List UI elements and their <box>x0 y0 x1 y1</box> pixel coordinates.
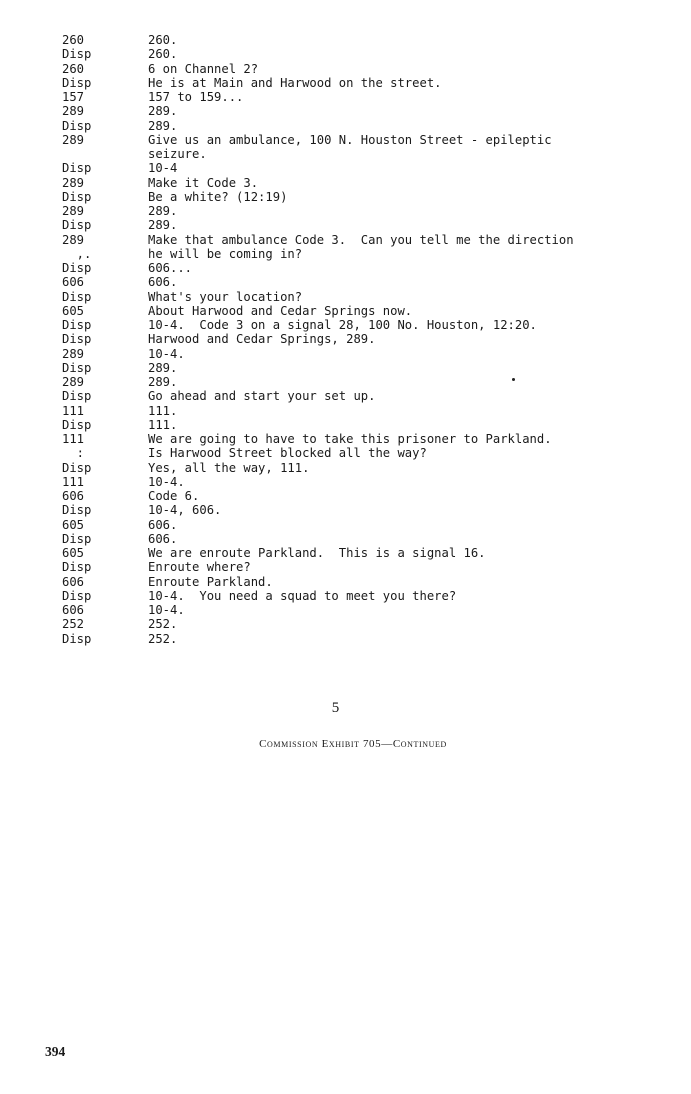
transcript-row <box>62 461 662 475</box>
message-text: He is at Main and Harwood on the street. <box>148 75 442 90</box>
transcript-row <box>62 518 662 532</box>
message-text: 252. <box>148 617 178 632</box>
transcript-row <box>62 233 662 247</box>
speaker-id: Disp <box>62 47 92 62</box>
transcript-row <box>62 446 662 460</box>
message-text: 289. <box>148 218 178 233</box>
message-text: Enroute where? <box>148 560 251 575</box>
message-text: Code 6. <box>148 489 200 503</box>
transcript-row <box>62 617 662 631</box>
transcript-row <box>62 147 662 161</box>
speaker-id: Disp <box>62 389 92 404</box>
transcript-row <box>62 603 662 617</box>
speaker-id: Disp <box>62 588 92 603</box>
message-text: Is Harwood Street blocked all the way? <box>148 446 427 461</box>
transcript-row <box>62 489 662 503</box>
transcript-row <box>62 532 662 546</box>
speaker-id: 605 <box>62 517 85 532</box>
message-text: 289. <box>148 118 178 133</box>
speaker-id: 289 <box>62 175 85 190</box>
speaker-id: Disp <box>62 332 92 347</box>
transcript-row <box>62 332 662 346</box>
message-text: 10-4. <box>148 474 185 489</box>
transcript-row <box>62 632 662 646</box>
message-text: 606... <box>148 261 193 275</box>
message-text: 289. <box>148 104 178 119</box>
speaker-id: 111 <box>62 474 85 489</box>
message-text: 10-4 <box>148 161 178 176</box>
speaker-id: Disp <box>62 631 92 646</box>
message-text: About Harwood and Cedar Springs now. <box>148 303 413 318</box>
speaker-id: 260 <box>62 61 85 76</box>
speaker-id: Disp <box>62 503 92 518</box>
message-text: 10-4. <box>148 603 185 617</box>
message-text: Give us an ambulance, 100 N. Houston Street - epileptic <box>148 132 552 147</box>
transcript-row <box>62 560 662 574</box>
message-text: 289. <box>148 204 178 218</box>
speaker-id: 606 <box>62 489 85 503</box>
speaker-id: Disp <box>62 75 92 90</box>
speaker-id: 157 <box>62 90 85 104</box>
speaker-id: Disp <box>62 261 92 275</box>
speaker-id: Disp <box>62 218 92 233</box>
transcript-row <box>62 47 662 61</box>
folio-number: 394 <box>45 1044 66 1059</box>
message-text: Be a white? (12:19) <box>148 189 288 204</box>
message-text: We are enroute Parkland. This is a signal 16. <box>148 546 486 560</box>
message-text: Harwood and Cedar Springs, 289. <box>148 332 376 347</box>
speaker-id: 606 <box>62 574 85 589</box>
transcript-row <box>62 119 662 133</box>
speaker-id: : <box>62 446 85 461</box>
speaker-id: 252 <box>62 617 85 632</box>
message-text: 157 to 159... <box>148 90 244 104</box>
message-text: 111. <box>148 403 178 418</box>
speaker-id <box>62 147 148 161</box>
transcript-row <box>62 361 662 375</box>
speaker-id: Disp <box>62 460 92 475</box>
speaker-id: 111 <box>62 403 85 418</box>
message-text: 606. <box>148 531 178 546</box>
transcript-row <box>62 304 662 318</box>
speaker-id: 289 <box>62 104 85 119</box>
exhibit-caption: Commission Exhibit 705—Continued <box>259 738 447 750</box>
speaker-id: 289 <box>62 204 85 218</box>
radio-transcript <box>62 33 662 646</box>
page-number: 5 <box>331 700 340 716</box>
transcript-row <box>62 90 662 104</box>
message-text: 289. <box>148 360 178 375</box>
speaker-id: 606 <box>62 275 85 290</box>
speaker-id: ,. <box>62 246 92 261</box>
speaker-id: Disp <box>62 161 92 176</box>
stray-mark <box>512 378 515 381</box>
speaker-id: 289 <box>62 132 85 147</box>
speaker-id: Disp <box>62 189 92 204</box>
transcript-row <box>62 418 662 432</box>
speaker-id: 289 <box>62 346 85 361</box>
message-text: 606. <box>148 275 178 290</box>
speaker-id: 289 <box>62 232 85 247</box>
speaker-id: Disp <box>62 118 92 133</box>
transcript-row <box>62 104 662 118</box>
transcript-row <box>62 161 662 175</box>
message-text: 606. <box>148 517 178 532</box>
transcript-row <box>62 318 662 332</box>
message-text: What's your location? <box>148 289 303 304</box>
message-text: Make it Code 3. <box>148 175 259 190</box>
speaker-id: Disp <box>62 417 92 432</box>
message-text: 10-4. You need a squad to meet you there? <box>148 588 457 603</box>
transcript-row <box>62 247 662 261</box>
message-text: Make that ambulance Code 3. Can you tell me the direction <box>148 232 574 247</box>
transcript-row <box>62 33 662 47</box>
message-text: 289. <box>148 375 178 389</box>
transcript-row <box>62 575 662 589</box>
message-text: 10-4. Code 3 on a signal 28, 100 No. Houston, 12:20. <box>148 318 537 332</box>
transcript-row <box>62 475 662 489</box>
transcript-row <box>62 589 662 603</box>
transcript-row <box>62 275 662 289</box>
speaker-id: 111 <box>62 432 85 446</box>
transcript-row <box>62 76 662 90</box>
message-text: 260. <box>148 33 178 47</box>
transcript-row <box>62 133 662 147</box>
message-text: he will be coming in? <box>148 246 303 261</box>
speaker-id: 606 <box>62 603 85 617</box>
speaker-id: 605 <box>62 303 85 318</box>
message-text: 111. <box>148 417 178 432</box>
transcript-row <box>62 546 662 560</box>
transcript-row <box>62 389 662 403</box>
transcript-row <box>62 347 662 361</box>
message-text: Yes, all the way, 111. <box>148 460 310 475</box>
message-text: 260. <box>148 47 178 62</box>
message-text: Go ahead and start your set up. <box>148 389 376 404</box>
transcript-row <box>62 204 662 218</box>
speaker-id: Disp <box>62 318 92 332</box>
transcript-row <box>62 404 662 418</box>
speaker-id: 260 <box>62 33 85 47</box>
transcript-row <box>62 261 662 275</box>
message-text: Enroute Parkland. <box>148 574 273 589</box>
message-text: 10-4, 606. <box>148 503 222 518</box>
message-text: We are going to have to take this prisoner to Parkland. <box>148 432 552 446</box>
message-text: seizure. <box>148 147 207 161</box>
transcript-row <box>62 290 662 304</box>
speaker-id: Disp <box>62 531 92 546</box>
transcript-row <box>62 375 662 389</box>
message-text: 252. <box>148 631 178 646</box>
transcript-row <box>62 432 662 446</box>
transcript-row <box>62 176 662 190</box>
speaker-id: Disp <box>62 289 92 304</box>
transcript-row <box>62 503 662 517</box>
transcript-row <box>62 62 662 76</box>
message-text: 10-4. <box>148 346 185 361</box>
speaker-id: Disp <box>62 360 92 375</box>
speaker-id: 605 <box>62 546 85 560</box>
speaker-id: 289 <box>62 375 85 389</box>
message-text: 6 on Channel 2? <box>148 61 259 76</box>
transcript-row <box>62 190 662 204</box>
transcript-row <box>62 218 662 232</box>
speaker-id: Disp <box>62 560 92 575</box>
